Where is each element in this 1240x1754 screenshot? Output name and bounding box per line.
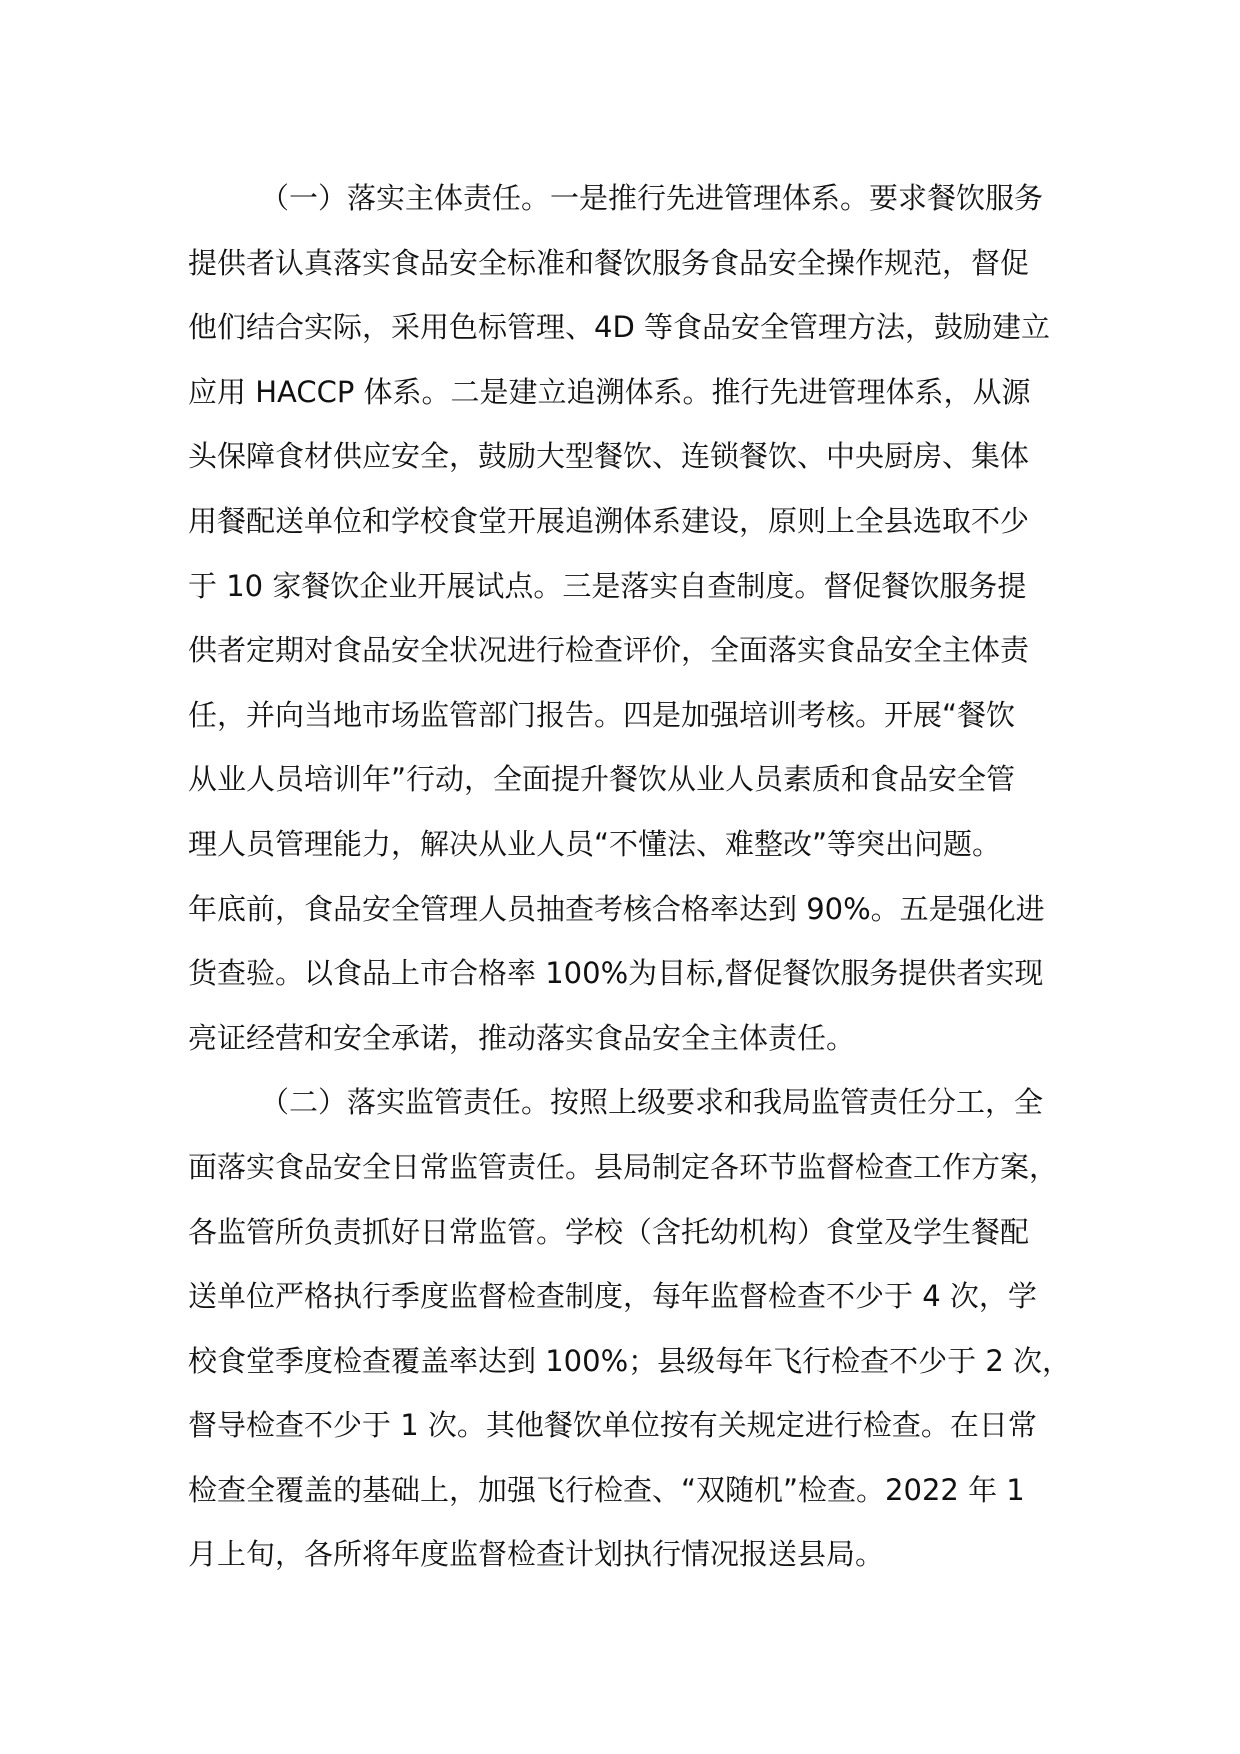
paragraph-line: 任，并向当地市场监管部门报告。四是加强培训考核。开展“餐饮 (188, 697, 1016, 732)
paragraph-line: 供者定期对食品安全状况进行检查评价，全面落实食品安全主体责 (188, 633, 1030, 668)
paragraph-line: 月上旬，各所将年度监督检查计划执行情况报送县局。 (188, 1537, 885, 1572)
paragraph-main-responsibility (188, 166, 1068, 1070)
paragraph-line: 货查验。以食品上市合格率 100%为目标,督促餐饮服务提供者实现 (188, 956, 1044, 991)
paragraph-line: 送单位严格执行季度监督检查制度，每年监督检查不少于 4 次，学 (188, 1279, 1037, 1314)
paragraph-line: 从业人员培训年”行动，全面提升餐饮从业人员素质和食品安全管 (188, 762, 1016, 797)
paragraph-line: 提供者认真落实食品安全标准和餐饮服务食品安全操作规范，督促 (188, 245, 1030, 280)
paragraph-line: 头保障食材供应安全，鼓励大型餐饮、连锁餐饮、中央厨房、集体 (188, 439, 1030, 474)
paragraph-line: 他们结合实际，采用色标管理、4D 等食品安全管理方法，鼓励建立 (188, 310, 1051, 345)
paragraph-line: （一）落实主体责任。一是推行先进管理体系。要求餐饮服务 (260, 181, 1044, 215)
paragraph-line: 用餐配送单位和学校食堂开展追溯体系建设，原则上全县选取不少 (188, 503, 1030, 538)
paragraph-line: 面落实食品安全日常监管责任。县局制定各环节监督检查工作方案， (188, 1149, 1059, 1184)
paragraph-line: 亮证经营和安全承诺，推动落实食品安全主体责任。 (188, 1020, 856, 1055)
paragraph-line: 校食堂季度检查覆盖率达到 100%；县级每年飞行检查不少于 2 次， (188, 1343, 1072, 1378)
paragraph-line: 督导检查不少于 1 次。其他餐饮单位按有关规定进行检查。在日常 (188, 1408, 1037, 1443)
paragraph-line: （二）落实监管责任。按照上级要求和我局监管责任分工，全 (260, 1085, 1044, 1120)
document-body (188, 166, 1072, 1587)
paragraph-line: 应用 HACCP 体系。二是建立追溯体系。推行先进管理体系，从源 (188, 374, 1031, 409)
paragraph-line: 年底前，食品安全管理人员抽查考核合格率达到 90%。五是强化进 (188, 891, 1045, 926)
paragraph-line: 于 10 家餐饮企业开展试点。三是落实自查制度。督促餐饮服务提 (188, 568, 1027, 603)
paragraph-line: 各监管所负责抓好日常监管。学校（含托幼机构）食堂及学生餐配 (188, 1214, 1030, 1249)
paragraph-line: 理人员管理能力，解决从业人员“不懂法、难整改”等突出问题。 (188, 826, 1002, 861)
paragraph-line: 检查全覆盖的基础上，加强飞行检查、“双随机”检查。2022 年 1 (188, 1472, 1025, 1507)
paragraph-supervision-responsibility (188, 1070, 1072, 1587)
